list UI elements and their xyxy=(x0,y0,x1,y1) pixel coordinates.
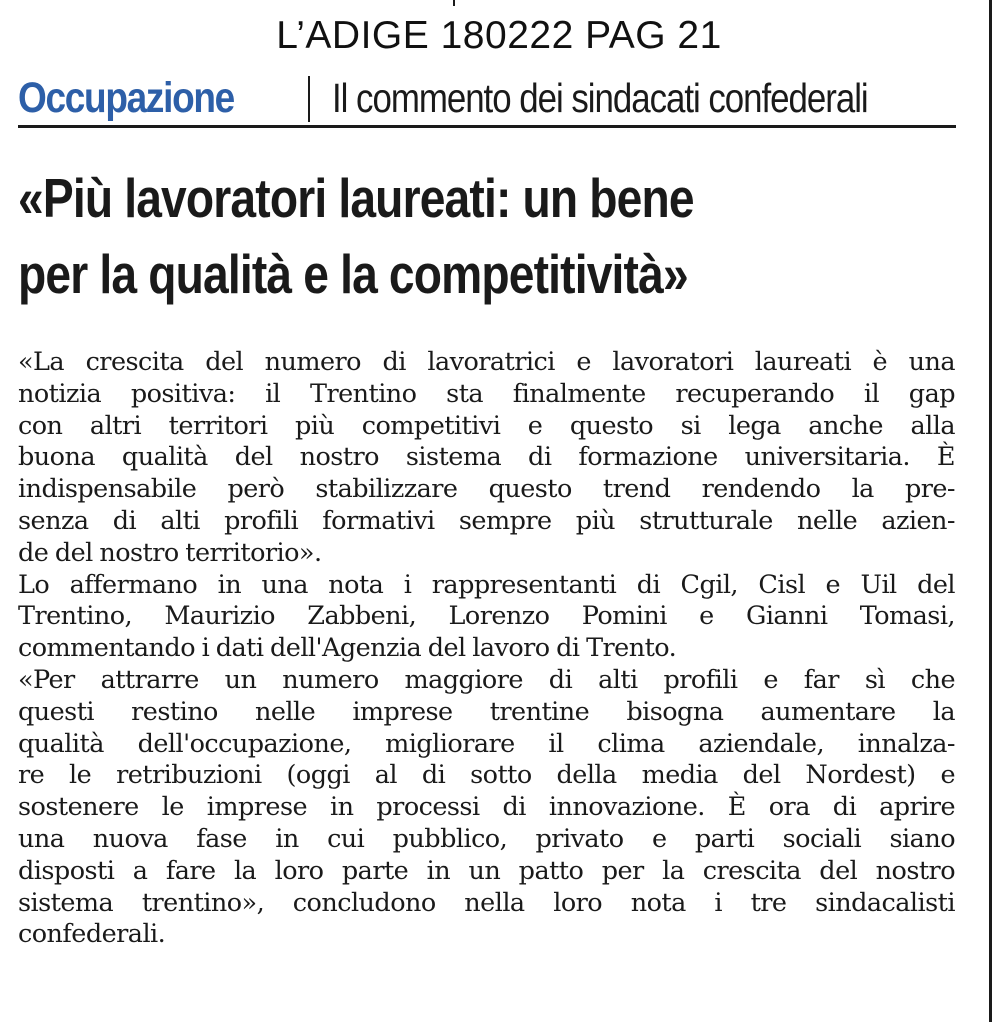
body-line: re le retribuzioni (oggi al di sotto della media del Nordest) e xyxy=(18,760,955,791)
body-line: senza di alti profili formativi sempre più strutturale nelle azien- xyxy=(18,505,955,536)
kicker-divider xyxy=(308,76,310,122)
article-kicker xyxy=(18,70,956,128)
body-line: buona qualità del nostro sistema di formazione universitaria. È xyxy=(18,442,955,473)
article-headline xyxy=(18,160,866,312)
body-line: con altri territori più competitivi e questo si lega anche alla xyxy=(18,410,955,441)
body-line: Trentino, Maurizio Zabbeni, Lorenzo Pomini e Gianni Tomasi, xyxy=(18,601,955,632)
column-rule xyxy=(989,0,992,1022)
article-body xyxy=(18,347,955,951)
body-line: commentando i dati dell'Agenzia del lavoro di Trento. xyxy=(18,633,677,664)
body-line: questi restino nelle imprese trentine bisogna aumentare la xyxy=(18,696,955,727)
publication-source-line: L’ADIGE 180222 PAG 21 xyxy=(276,14,722,57)
body-line: sistema trentino», concludono nella loro nota i tre sindacalisti xyxy=(18,887,955,918)
body-line: confederali. xyxy=(18,919,166,950)
body-line: sostenere le imprese in processi di innovazione. È ora di aprire xyxy=(18,792,955,823)
body-line: «La crescita del numero di lavoratrici e lavoratori laureati è una xyxy=(18,347,955,377)
body-line: notizia positiva: il Trentino sta finalmente recuperando il gap xyxy=(18,378,955,409)
paragraph-quote-intro xyxy=(18,347,955,570)
body-line: una nuova fase in cui pubblico, privato e parti sociali siano xyxy=(18,823,955,854)
body-line: disposti a fare la loro parte in un patto per la crescita del nostro xyxy=(18,855,955,886)
body-line: «Per attrarre un numero maggiore di alti profili e far sì che xyxy=(18,664,955,695)
headline-line-1: «Più lavoratori laureati: un bene xyxy=(18,167,694,229)
paragraph-quote-closing xyxy=(18,665,955,951)
page-top-mark xyxy=(453,0,455,6)
section-label: Occupazione xyxy=(18,74,234,122)
body-line: Lo affermano in una nota i rappresentanti di Cgil, Cisl e Uil del xyxy=(18,569,955,600)
body-line: qualità dell'occupazione, migliorare il clima aziendale, innalza- xyxy=(18,728,955,759)
headline-line-2: per la qualità e la competitività» xyxy=(18,243,688,305)
body-line: indispensabile però stabilizzare questo trend rendendo la pre- xyxy=(18,474,955,505)
paragraph-attribution xyxy=(18,570,955,665)
body-line: de del nostro territorio». xyxy=(18,537,322,568)
kicker-subtitle: Il commento dei sindacati confederali xyxy=(332,75,868,121)
